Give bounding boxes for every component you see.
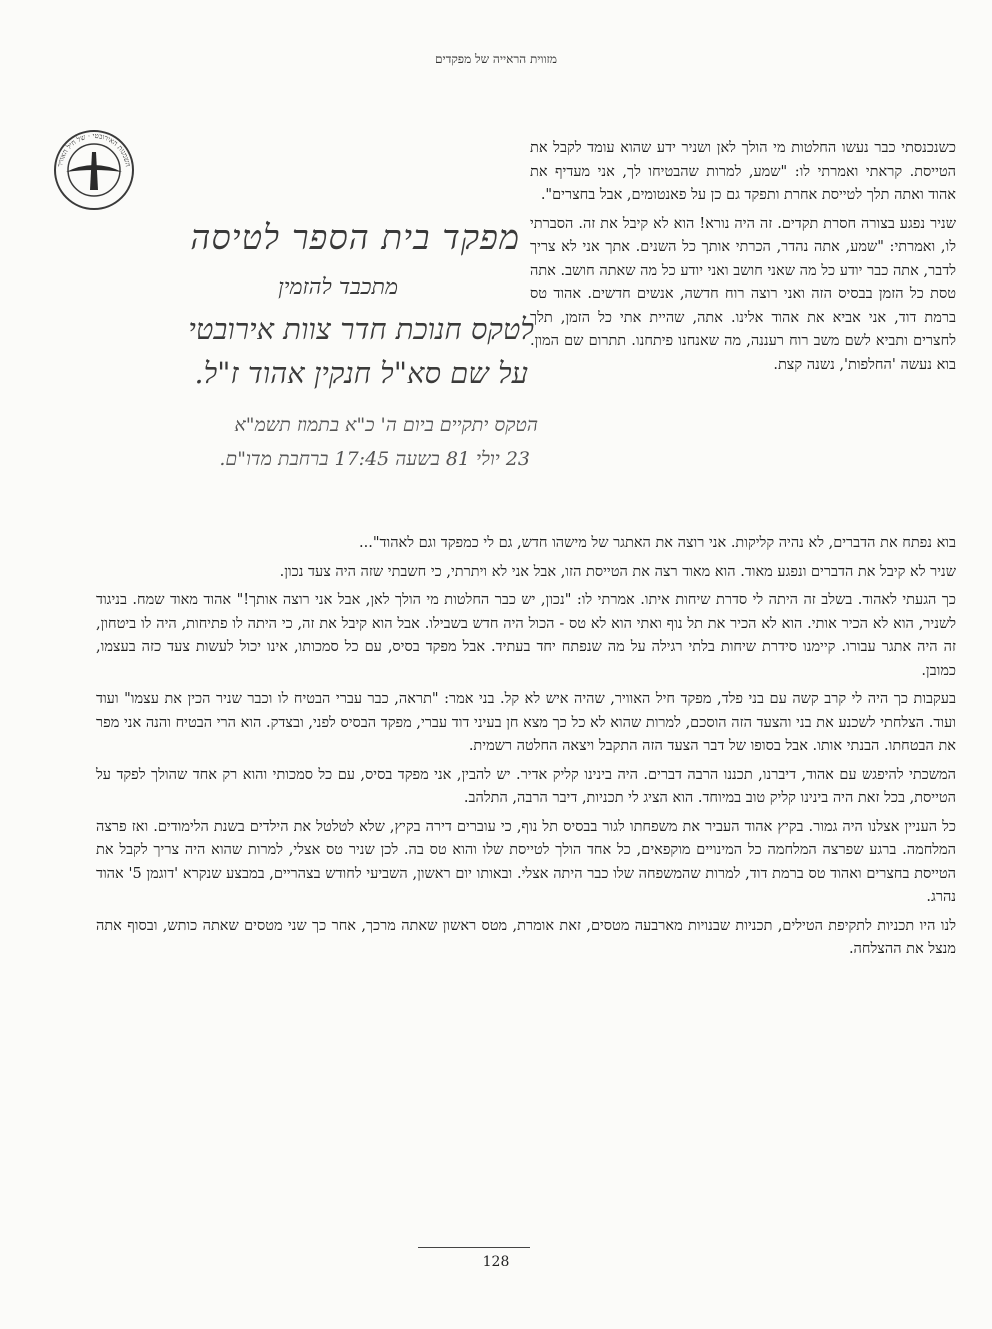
body-column-right [530, 137, 956, 382]
paragraph: כך הגעתי לאהוד. בשלב זה היתה לי סדרת שיחות איתו. אמרתי לו: "נכון, יש כבר החלטות מי הולך לאן, אבל אני רוצה אותך!" אהוד מאוד שמח. בניגוד לשניר, הוא לא הכיר אותי. הוא לא הכיר את תל נוף ואתי הוא לא טס - הכול היה חדש בשבילו. אבל הוא קיבל את זה, כי היתה לו פתיחות, היה לו ביטחון, זה היה אתגר עבורו. קיימנו סידרת שיחות בלתי רגילה על מה שנפתח יחד בעתיד. אבל מפקד בסיס, עם כל סמכותו, אינו יכול לעשות צעד כזה בעצמו, כמובן. [96, 592, 956, 679]
notice-line-invites: מתכבד להזמין [278, 275, 398, 300]
seal-text: השמנות האירובטי · של חיל האוויר [56, 131, 132, 168]
paragraph: בוא נפתח את הדברים, לא נהיה קליקות. אני רוצה את האתגר של מישהו חדש, גם לי כמפקד וגם לאהוד"... [359, 535, 956, 551]
footer-rule [418, 1247, 530, 1248]
paragraph: בעקבות כך היה לי קרב קשה עם בני פלד, מפקד חיל האוויר, שהיה איש לא קל. בני אמר: "תראה, כבר עברי הבטיח לו וכבר שניר הכין את עצמו" ועוד ועוד. הצלחתי לשכנע את בני והצעד הזה הוסכם, למרות שהוא לא כל כך מצא חן בעיני דוד עברי, מפקד הבסיס לפני, ובצדק. הוא הרי הבטיח והנה אני מפר את הבטחתו. הבנתי אותו. אבל בסופו של דבר הצעד הזה התקבל ויצאה החלטה רשמית. [96, 691, 956, 754]
body-column-full [96, 532, 956, 967]
paragraph: המשכתי להיפגש עם אהוד, דיברנו, תכננו הרבה דברים. היה בינינו קליק אדיר. יש להבין, אני מפקד בסיס, עם כל סמכותי והוא רק אחד שהולך לפקד על הטייסת, בכל זאת היה בינינו קליק טוב במיוחד. הוא הציג לי תכניות, דיבר הרבה, התלהב. [96, 766, 956, 806]
notice-line-date: הטקס יתקיים ביום ה' כ"א בתמוז תשמ"א [234, 414, 538, 436]
paragraph: כשנכנסתי כבר נעשו החלטות מי הולך לאן ושניר ידע שהוא עומד לקבל את הטייסת. קראתי ואמרתי לו: "שמע, למרות שהבטיחו לך, אני מעדיף את אהוד ואתה תלך לטייסת אחרת ותפקד גם כן על פאנטומים, אבל בחצרים". [530, 140, 956, 203]
notice-line-memorial: על שם סא"ל חנקין אהוד ז"ל. [194, 356, 528, 390]
notice-line-ceremony: לטקס חנוכת חדר צוות אירובטי [188, 312, 534, 346]
paragraph: כל העניין אצלנו היה גמור. בקיץ אהוד העביר את משפחתו לגור בבסיס תל נוף, כי עוברים דירה בקיץ, שלא לטלטל את הילדים בשנת הלימודים. ואז פרצה המלחמה. ברגע שפרצה המלחמה כל המינויים מוקפאים, כל אחד הולך לטייסת שלו והוא טס בה. לכן שניר טס אצלי, למרות שהוא היה צריך לקבל את הטייסת בחצרים ואהוד טס ברמת דוד, למרות שהמשפחה שלו כבר היתה אצלי. ובאותו יום ראשון, השביעי לחודש בצהריים, במבצע שנקרא 'דוגמן 5' אהוד נהרג. [96, 818, 957, 905]
paragraph: שניר לא קיבל את הדברים ונפגע מאוד. הוא מאוד רצה את הטייסת הזו, אבל אני לא ויתרתי, כי חשבתי שזה היה צעד נכון. [279, 563, 956, 580]
seal-aircraft-tail [90, 152, 98, 190]
paragraph: שניר נפגע בצורה חסרת תקדים. זה היה נורא! הוא לא קיבל את זה. הסברתי לו, ואמרתי: "שמע, אתה נהדר, הכרתי אותך כל השנים. אתך אני לא צריך לדבר, אתה כבר יודע כל מה שאני חושב ואני יודע כל מה שאתה חושב. אתה טסת כל הזמן בבסיס הזה ואני רוצה רוח חדשה, אנשים חדשים. אהוד טס ברמת דוד, אני אביא את אהוד אלינו. אתה, שהיית אתי כל הזמן, תלך לחצרים ותביא לשם משב רוח רעננה, מה שאנחנו פיתחנו. תתרום שם המון. בוא נעשה 'החלפות', נשנה קצת. [530, 215, 956, 373]
running-header: מזווית הראייה של מפקדים [434, 52, 558, 66]
notice-line-title: מפקד בית הספר לטיסה [190, 218, 520, 258]
paragraph: לנו היו תכניות לתקיפת הטילים, תכניות שבנויות מארבעה מטסים, זאת אומרת, מטס ראשון שאתה מרכך, אחר כך שני מטסים שאתה כותש, ובסוף אתה מנצל את ההצלחה. [96, 917, 956, 957]
squadron-seal-icon [52, 128, 136, 212]
page-number: 128 [482, 1254, 510, 1270]
notice-line-time: 23 יולי 81 בשעה 17:45 ברחבת מדו"ם. [219, 448, 530, 470]
